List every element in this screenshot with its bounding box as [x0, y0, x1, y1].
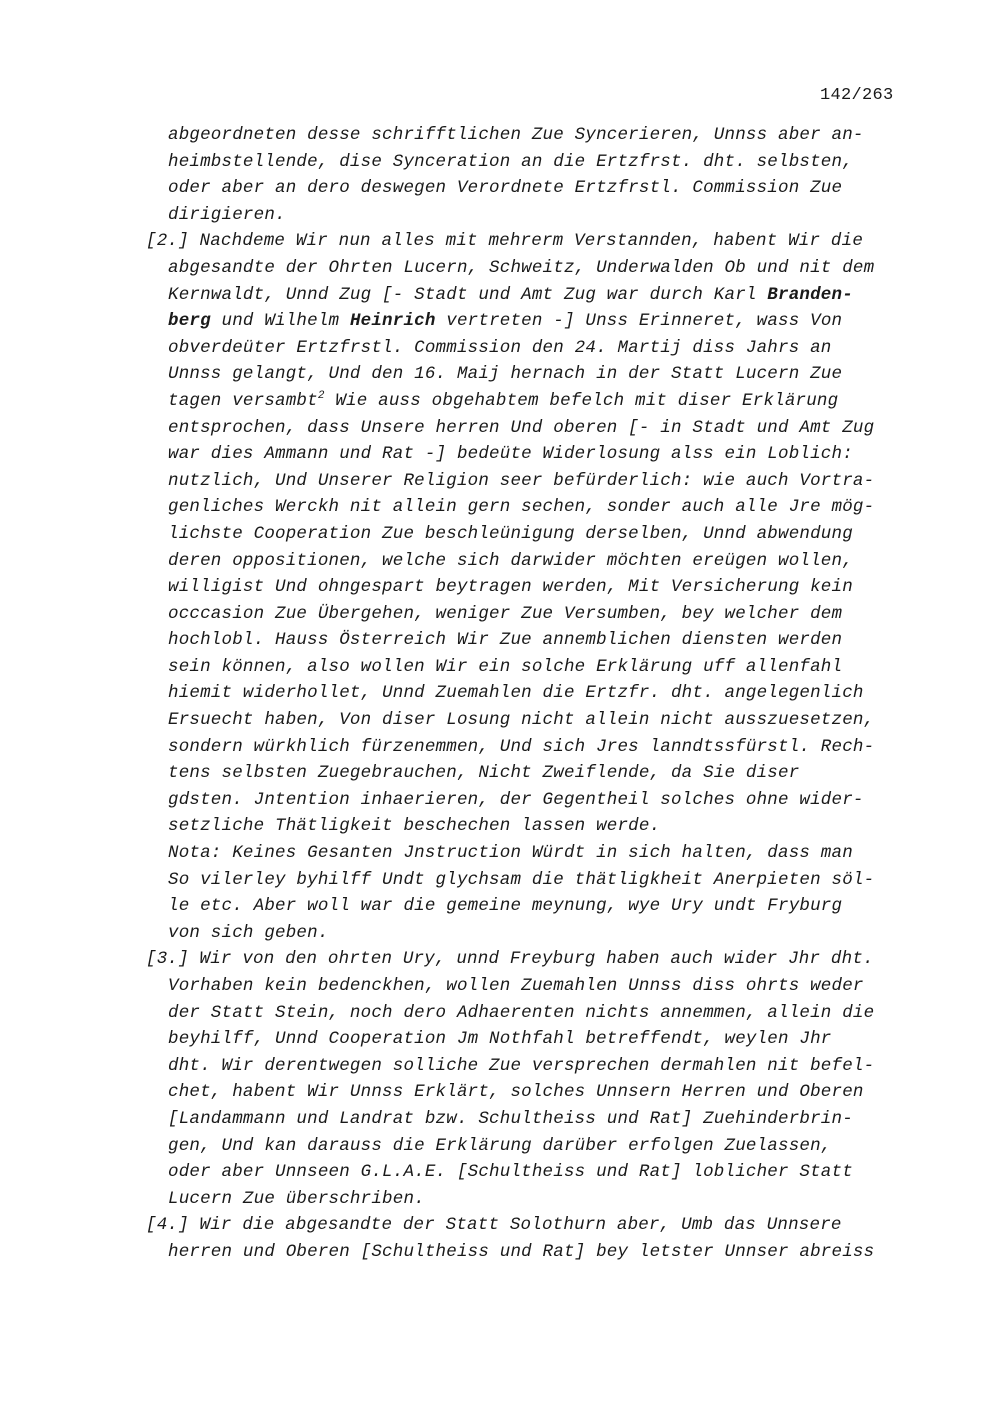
- text-segment: von sich geben.: [168, 922, 329, 943]
- text-line: [0, 1133, 1000, 1160]
- text-segment: [2.] Nachdeme Wir nun alles mit mehrerm Verstannden, habent Wir die: [146, 231, 864, 252]
- text-line: [0, 680, 1000, 707]
- text-segment: beyhilff, Unnd Cooperation Jm Nothfahl betreffendt, weylen Jhr: [168, 1029, 832, 1050]
- text-segment: So vilerley byhilff Undt glychsam die thätligkheit Anerpieten söl-: [168, 869, 875, 890]
- text-line: [0, 867, 1000, 894]
- text-line: [0, 654, 1000, 681]
- text-segment: vertreten -] Unss Erinneret, wass Von: [435, 311, 843, 332]
- text-line: [0, 1026, 1000, 1053]
- text-segment: hochlobl. Hauss Österreich Wir Zue annemblichen diensten werden: [168, 630, 843, 651]
- page-number: 142/263: [820, 86, 894, 105]
- text-segment: sein können, also wollen Wir ein solche Erklärung uff allenfahl: [168, 656, 843, 677]
- text-segment: deren oppositionen, welche sich darwider möchten ereügen wollen,: [168, 550, 853, 571]
- person-name-bold: berg: [168, 311, 211, 332]
- text-segment: setzliche Thätligkeit beschechen lassen werde.: [168, 816, 661, 837]
- text-line: [0, 601, 1000, 628]
- text-segment: heimbstellende, dise Synceration an die Ertzfrst. dht. selbsten,: [168, 151, 853, 172]
- text-line: [0, 813, 1000, 840]
- text-segment: gen, Und kan darauss die Erklärung darüber erfolgen Zuelassen,: [168, 1135, 832, 1156]
- text-line: [0, 973, 1000, 1000]
- text-segment: Unnss gelangt, Und den 16. Maij hernach in der Statt Lucern Zue: [168, 364, 843, 385]
- text-line: [0, 1053, 1000, 1080]
- text-segment: occcasion Zue Übergehen, weniger Zue Versumben, bey welcher dem: [168, 603, 843, 624]
- text-line: [0, 388, 1000, 415]
- paragraph-lead-line: [0, 228, 1000, 255]
- text-segment: Kernwaldt, Unnd Zug [- Stadt und Amt Zug war durch Karl: [168, 284, 768, 305]
- text-segment: [4.] Wir die abgesandte der Statt Solothurn aber, Umb das Unnsere: [146, 1215, 842, 1236]
- person-name-bold: Branden-: [767, 284, 853, 305]
- text-line: [0, 707, 1000, 734]
- document-body: [0, 122, 1000, 1266]
- text-segment: gdsten. Jntention inhaerieren, der Gegentheil solches ohne wider-: [168, 789, 864, 810]
- text-line: [0, 1159, 1000, 1186]
- text-line: [0, 920, 1000, 947]
- text-line: [0, 415, 1000, 442]
- text-line: [0, 1106, 1000, 1133]
- text-line: [0, 574, 1000, 601]
- text-segment: Ersuecht haben, Von diser Losung nicht allein nicht ausszuesetzen,: [168, 710, 875, 731]
- text-segment: abgeordneten desse schrifftlichen Zue Syncerieren, Unnss aber an-: [168, 125, 864, 145]
- text-line: [0, 1239, 1000, 1266]
- text-segment: Lucern Zue überschriben.: [168, 1188, 425, 1209]
- text-segment: chet, habent Wir Unnss Erklärt, solches Unnsern Herren und Oberen: [168, 1082, 864, 1103]
- text-line: [0, 308, 1000, 335]
- text-segment: war dies Ammann und Rat -] bedeüte Widerlosung alss ein Loblich:: [168, 444, 853, 465]
- text-segment: [3.] Wir von den ohrten Ury, unnd Freyburg haben auch wider Jhr dht.: [146, 949, 874, 970]
- text-line: [0, 494, 1000, 521]
- text-segment: herren und Oberen [Schultheiss und Rat] bey letster Unnser abreiss: [168, 1241, 875, 1262]
- text-line: [0, 1079, 1000, 1106]
- text-segment: hiemit widerhollet, Unnd Zuemahlen die Ertzfr. dht. angelegenlich: [168, 683, 864, 704]
- text-line: [0, 282, 1000, 309]
- text-line: [0, 149, 1000, 176]
- text-line: [0, 521, 1000, 548]
- text-segment: obverdeüter Ertzfrstl. Commission den 24. Martij diss Jahrs an: [168, 337, 832, 358]
- text-segment: le etc. Aber woll war die gemeine meynung, wye Ury undt Fryburg: [168, 896, 843, 917]
- text-line: [0, 202, 1000, 229]
- text-line: [0, 548, 1000, 575]
- text-line: [0, 893, 1000, 920]
- text-segment: dht. Wir derentwegen solliche Zue versprechen dermahlen nit befel-: [168, 1055, 875, 1076]
- text-segment: abgesandte der Ohrten Lucern, Schweitz, Underwalden Ob und nit dem: [168, 257, 875, 278]
- text-line: [0, 335, 1000, 362]
- footnote-marker: 2: [317, 390, 325, 403]
- text-line: [0, 1186, 1000, 1213]
- text-segment: sondern würkhlich fürzenemmen, Und sich Jres lanndtssfürstl. Rech-: [168, 736, 875, 757]
- person-name-bold: Heinrich: [349, 311, 436, 332]
- text-segment: oder aber Unnseen G.L.A.E. [Schultheiss und Rat] loblicher Statt: [168, 1162, 853, 1183]
- text-segment: und Wilhelm: [210, 311, 350, 332]
- text-line: [0, 122, 1000, 149]
- text-segment: tagen versambt: [168, 390, 318, 411]
- text-line: [0, 255, 1000, 282]
- paragraph-lead-line: [0, 1212, 1000, 1239]
- text-segment: [Landammann und Landrat bzw. Schultheiss und Rat] Zuehinderbrin-: [168, 1108, 853, 1129]
- text-segment: oder aber an dero deswegen Verordnete Ertzfrstl. Commission Zue: [168, 178, 843, 199]
- text-segment: willigist Und ohngespart beytragen werden, Mit Versicherung kein: [168, 577, 853, 598]
- text-segment: nutzlich, Und Unserer Religion seer befürderlich: wie auch Vortra-: [168, 470, 875, 491]
- text-segment: Nota: Keines Gesanten Jnstruction Würdt in sich halten, dass man: [168, 843, 853, 864]
- text-segment: entsprochen, dass Unsere herren Und oberen [- in Stadt und Amt Zug: [168, 417, 875, 438]
- text-line: [0, 175, 1000, 202]
- text-line: [0, 468, 1000, 495]
- text-line: [0, 840, 1000, 867]
- text-segment: lichste Cooperation Zue beschleünigung derselben, Unnd abwendung: [168, 523, 853, 544]
- text-line: [0, 441, 1000, 468]
- paragraph-lead-line: [0, 946, 1000, 973]
- text-segment: Vorhaben kein bedenckhen, wollen Zuemahlen Unnss diss ohrts weder: [168, 976, 864, 996]
- text-line: [0, 627, 1000, 654]
- text-line: [0, 760, 1000, 787]
- text-line: [0, 734, 1000, 761]
- text-line: [0, 787, 1000, 814]
- text-line: [0, 1000, 1000, 1027]
- text-segment: dirigieren.: [168, 204, 286, 225]
- text-line: [0, 361, 1000, 388]
- text-segment: Wie auss obgehabtem befelch mit diser Erklärung: [324, 390, 839, 411]
- text-segment: genliches Werckh nit allein gern sechen, sonder auch alle Jre mög-: [168, 497, 875, 518]
- text-segment: tens selbsten Zuegebrauchen, Nicht Zweiflende, da Sie diser: [168, 763, 800, 784]
- text-segment: der Statt Stein, noch dero Adhaerenten nichts annemmen, allein die: [168, 1002, 875, 1023]
